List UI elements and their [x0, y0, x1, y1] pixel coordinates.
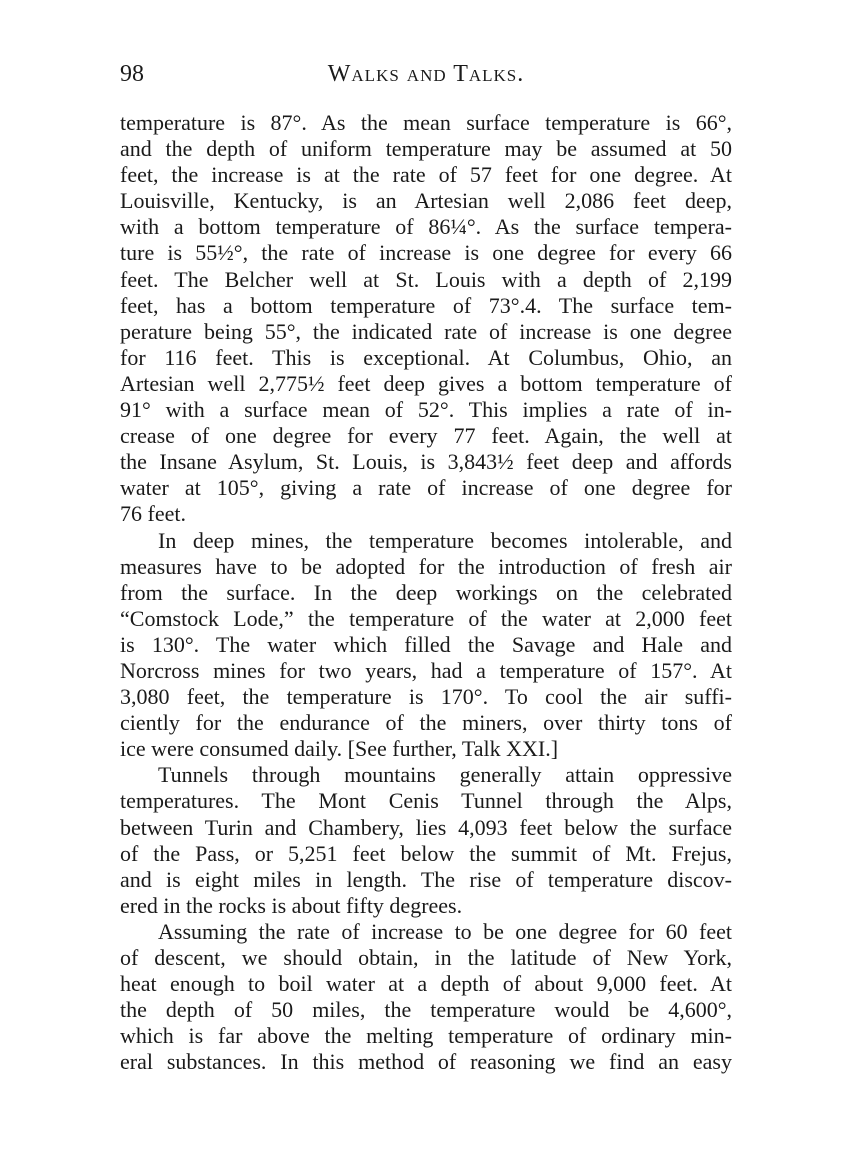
page-number: 98	[120, 61, 144, 87]
text-line: 3,080 feet, the temperature is 170°. To cool the air suffi-	[120, 684, 732, 710]
text-line: Tunnels through mountains generally attain oppressive	[158, 762, 732, 788]
text-line: from the surface. In the deep workings on the celebrated	[120, 579, 732, 605]
text-line: temperature is 87°. As the mean surface temperature is 66°,	[120, 110, 732, 135]
text-line: between Turin and Chambery, lies 4,093 feet below the surface	[120, 814, 732, 840]
text-line: ice were consumed daily. [See further, Talk XXI.]	[120, 736, 559, 762]
text-line: “Comstock Lode,” the temperature of the water at 2,000 feet	[120, 605, 732, 631]
text-line: eral substances. In this method of reasoning we find an easy	[120, 1049, 732, 1075]
text-line: ered in the rocks is about fifty degrees.	[120, 892, 463, 918]
text-line: of the Pass, or 5,251 feet below the summit of Mt. Frejus,	[120, 840, 732, 866]
text-line: of descent, we should obtain, in the latitude of New York,	[120, 945, 732, 970]
text-line: 76 feet.	[120, 501, 186, 527]
text-line: is 130°. The water which filled the Savage and Hale and	[120, 631, 732, 657]
text-line: perature being 55°, the indicated rate of increase is one degree	[120, 318, 732, 344]
text-line: 91° with a surface mean of 52°. This implies a rate of in-	[120, 397, 732, 423]
text-line: Louisville, Kentucky, is an Artesian well 2,086 feet deep,	[120, 188, 732, 214]
text-line: and the depth of uniform temperature may be assumed at 50	[120, 136, 732, 162]
text-line: feet. The Belcher well at St. Louis with a depth of 2,199	[120, 266, 732, 292]
text-line: crease of one degree for every 77 feet. Again, the well at	[120, 423, 732, 449]
text-line: and is eight miles in length. The rise of temperature discov-	[120, 866, 732, 892]
running-title: Walks and Talks.	[327, 61, 525, 87]
text-line: ciently for the endurance of the miners, over thirty tons of	[120, 710, 732, 736]
text-line: with a bottom temperature of 86¼°. As the surface tempera-	[120, 214, 732, 240]
text-line: heat enough to boil water at a depth of about 9,000 feet. At	[120, 971, 732, 997]
running-head	[120, 58, 732, 92]
text-line: temperatures. The Mont Cenis Tunnel through the Alps,	[120, 788, 732, 814]
text-line: In deep mines, the temperature becomes intolerable, and	[158, 527, 732, 553]
text-line: ture is 55½°, the rate of increase is one degree for every 66	[120, 240, 732, 266]
text-line: water at 105°, giving a rate of increase of one degree for	[120, 475, 732, 501]
body-text	[120, 110, 732, 1075]
text-line: measures have to be adopted for the introduction of fresh air	[120, 553, 732, 579]
text-line: Assuming the rate of increase to be one degree for 60 feet	[158, 918, 732, 944]
text-line: feet, the increase is at the rate of 57 feet for one degree. At	[120, 162, 732, 188]
text-line: Norcross mines for two years, had a temperature of 157°. At	[120, 657, 732, 683]
text-line: for 116 feet. This is exceptional. At Columbus, Ohio, an	[120, 344, 732, 370]
text-line: which is far above the melting temperature of ordinary min-	[120, 1023, 732, 1049]
text-line: the depth of 50 miles, the temperature would be 4,600°,	[120, 997, 732, 1023]
text-line: the Insane Asylum, St. Louis, is 3,843½ feet deep and affords	[120, 449, 732, 475]
text-line: feet, has a bottom temperature of 73°.4. The surface tem-	[120, 292, 732, 318]
text-line: Artesian well 2,775½ feet deep gives a bottom temperature of	[120, 370, 732, 396]
